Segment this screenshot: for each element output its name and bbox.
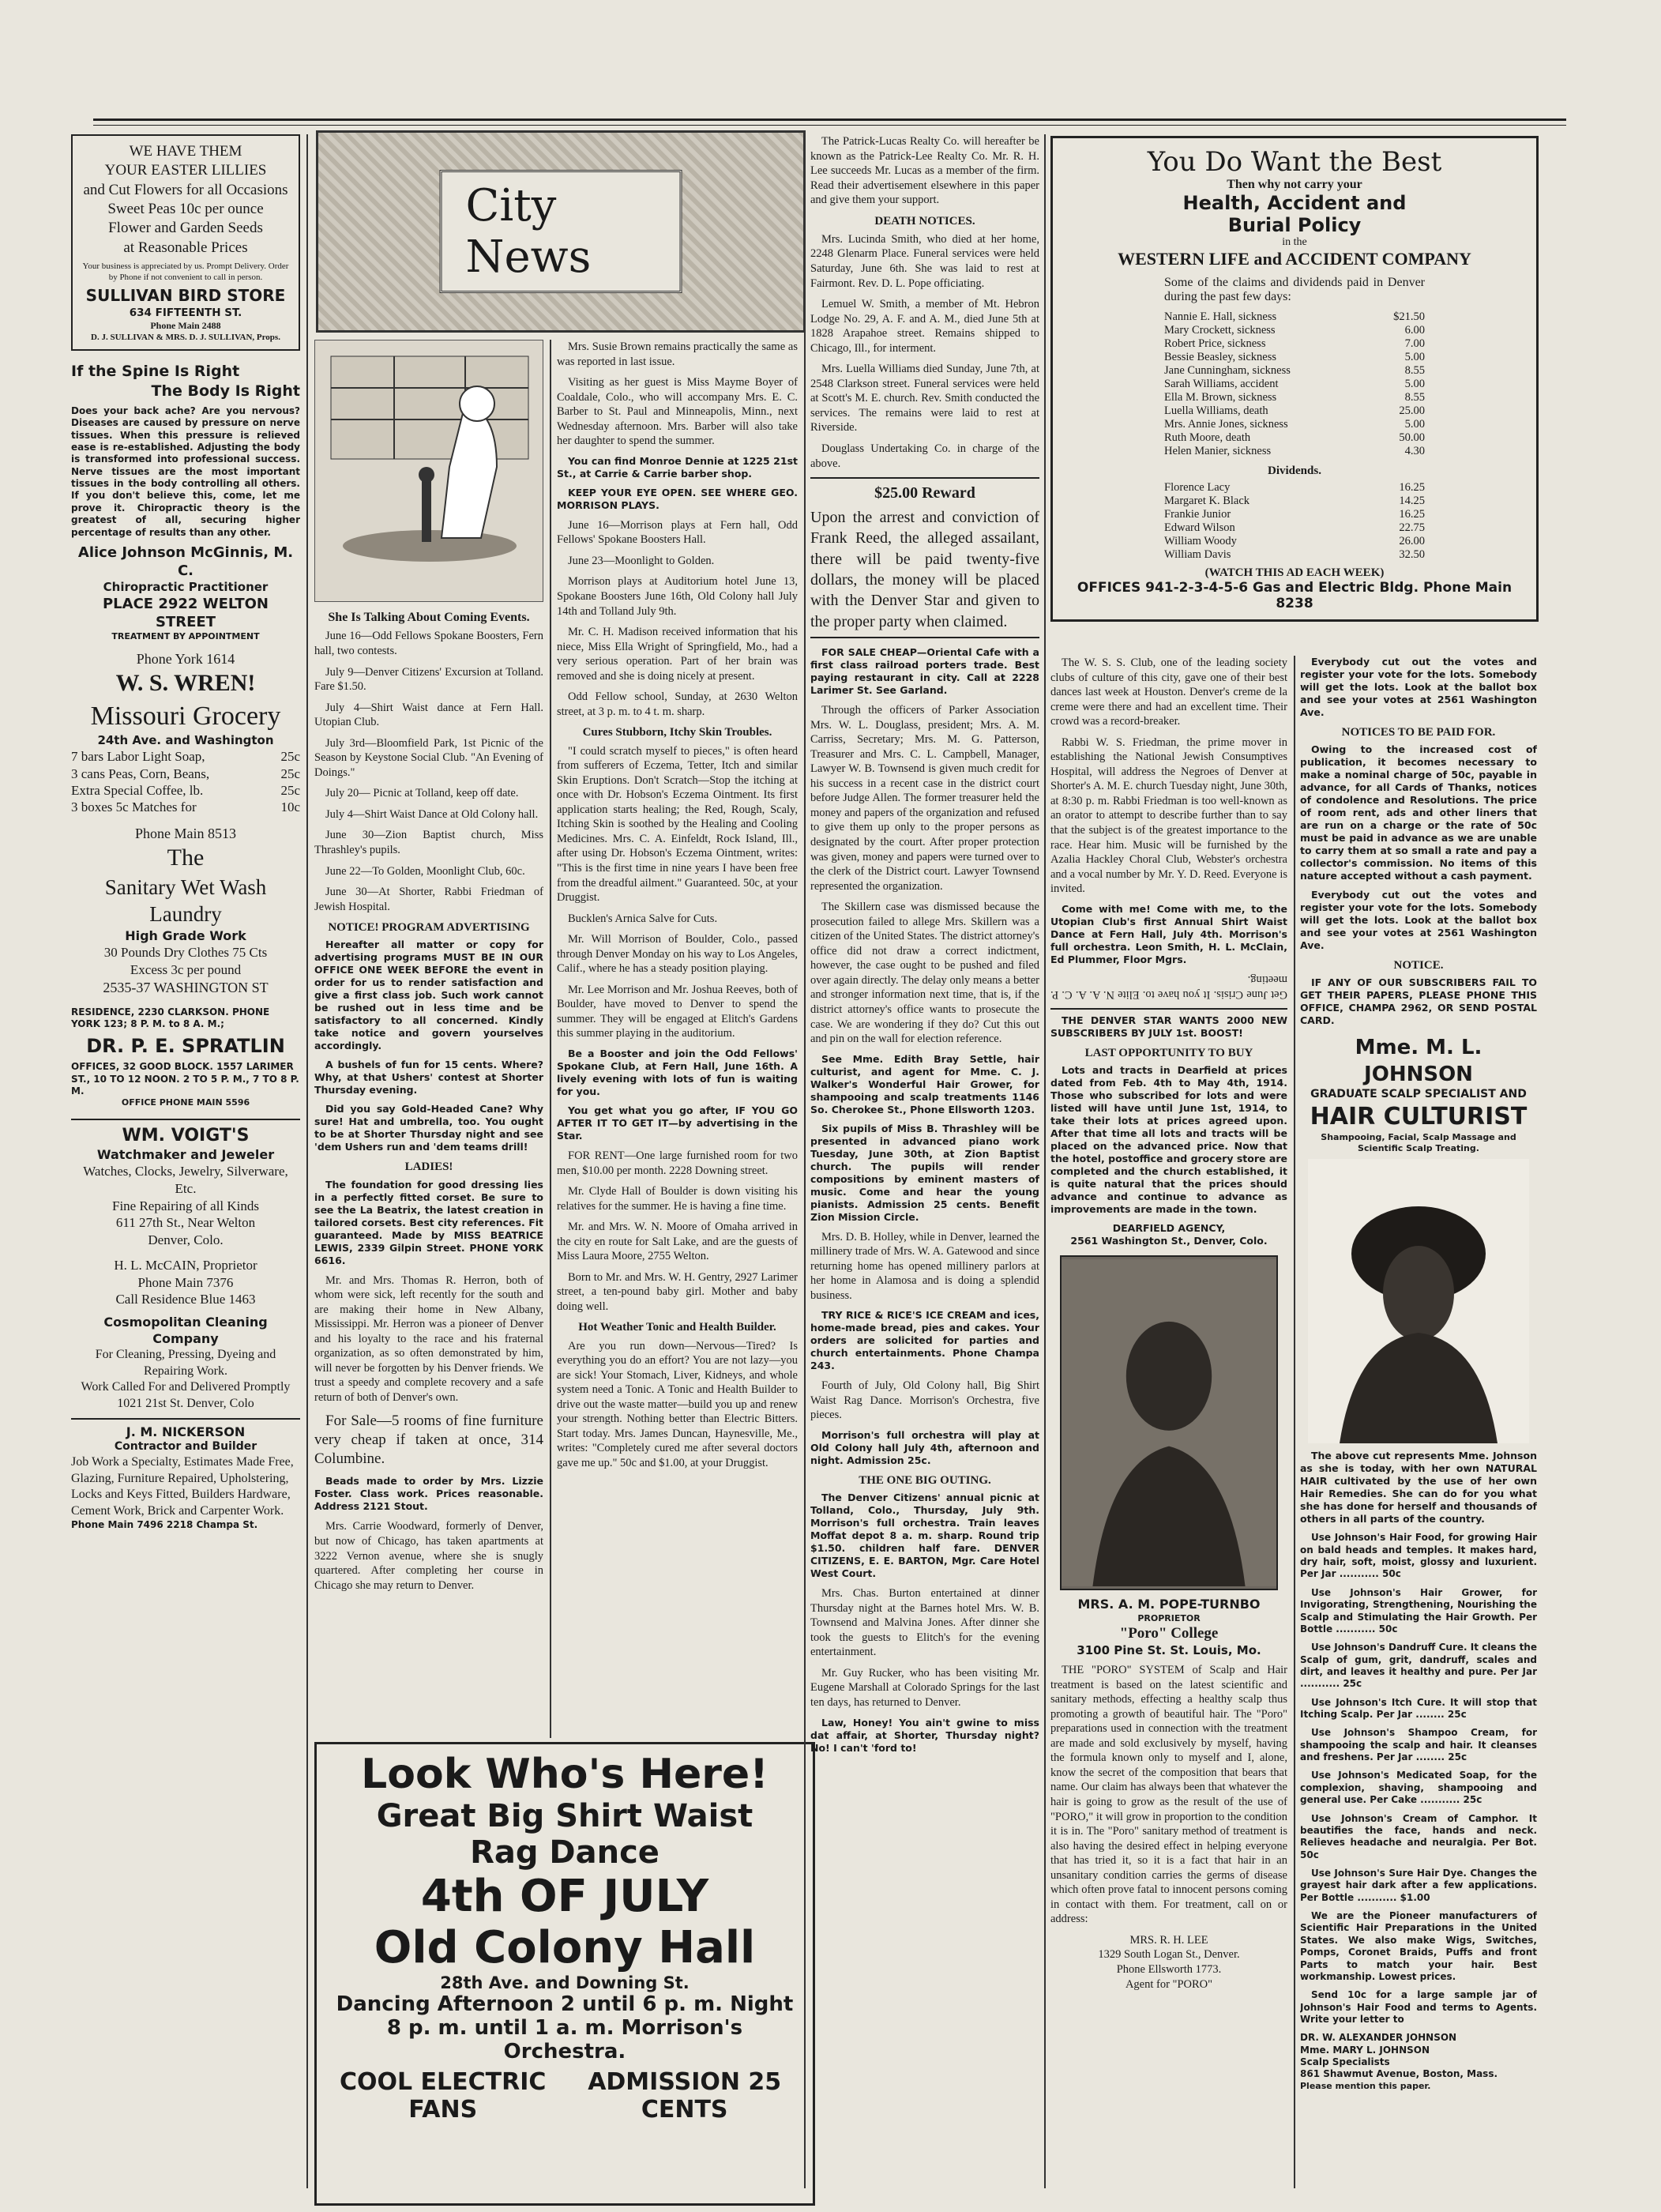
cosmopolitan-line-1: For Cleaning, Pressing, Dyeing and Repairing Work. [95, 1348, 276, 1378]
dividend-row-name: William Woody [1164, 535, 1237, 547]
dividend-row-name: Frankie Junior [1164, 508, 1231, 521]
last-opportunity-heading: LAST OPPORTUNITY TO BUY [1084, 1046, 1253, 1059]
news-item: Visiting as her guest is Miss Mayme Boyer of Coaldale, Colo., who will accompany Mrs. E. C. Barber to St. Paul and Minneapolis, Minn., next Wednesday afternoon. Mrs. Barber will also take her daughter to spend the summer. [557, 376, 798, 448]
dividend-row [1164, 495, 1425, 508]
beads-item: Beads made to order by Mrs. Lizzie Foster. Class work. Prices reasonable. Address 2121 Stout. [314, 1475, 543, 1513]
claim-row-name: Jane Cunningham, sickness [1164, 364, 1291, 377]
wss-club-item: The W. S. S. Club, one of the leading society clubs of culture of this city, gave one of their best dances last week at Houston. Denver's creme de la creme were there and had an excellent time. Their crowd was a record-breaker. [1050, 656, 1287, 728]
news-item: Mrs. Susie Brown remains practically the same as was reported in last issue. [557, 340, 798, 368]
poro-proprietor: PROPRIETOR [1137, 1612, 1201, 1623]
realty-item: The Patrick-Lucas Realty Co. will hereafter be known as the Patrick-Lee Realty Co. Mr. R. H. Lee succeeds Mr. Lucas as a member of the firm. Read their advertisement elsewhere in this paper and give them your support. [810, 135, 1039, 207]
claim-row-amount: 5.00 [1404, 418, 1425, 431]
dividend-row-name: William Davis [1164, 548, 1231, 561]
western-watch: (WATCH THIS AD EACH WEEK) [1204, 566, 1385, 579]
news-item: Six pupils of Miss B. Thrashley will be presented in advanced piano work Tuesday, June 30th, at Zion Baptist church. The pupils will render compositions by eminent masters of music. Come and hear the young pianists. Admission 25 cents. Benefit Zion Mission Circle. [810, 1122, 1039, 1223]
johnson-title-3: Shampooing, Facial, Scalp Massage and Scientific Scalp Treating. [1321, 1132, 1516, 1154]
bigad-headline: Look Who's Here! [361, 1751, 768, 1798]
western-line-3: Burial Policy [1227, 214, 1362, 236]
western-company: WESTERN LIFE and ACCIDENT COMPANY [1118, 249, 1471, 269]
wren-name: W. S. WREN! [115, 670, 256, 697]
sullivan-phone: Phone Main 2488 [150, 319, 221, 331]
western-intro: Some of the claims and dividends paid in Denver during the past few days: [1164, 276, 1425, 303]
johnson-body: The above cut represents Mme. Johnson as she is today, with her own NATURAL HAIR cultivated by the use of her own Hair Remedies. She can do for you what she has done for herself and thousands of others in all parts of the country. [1300, 1450, 1537, 1525]
news-item: Law, Honey! You ain't gwine to miss dat affair, at Shorter, Thursday night? No! I can't 'ford to! [810, 1716, 1039, 1754]
event-item: July 20— Picnic at Tolland, keep off date. [325, 787, 519, 800]
news-item: See Mme. Edith Bray Settle, hair culturist, and agent for Mme. C. J. Walker's Wonderful Hair Grower, for shampooing and scalp treatments 1146 So. Cherokee St., Phone Ellsworth 1203. [810, 1052, 1039, 1115]
wren-item-label: 3 boxes 5c Matches for [71, 799, 197, 815]
johnson-product: Use Johnson's Sure Hair Dye. Changes the grayest hair dark after a few applications. Per Bottle ........... $1.00 [1300, 1867, 1537, 1903]
western-claims [1164, 276, 1425, 562]
claim-row-amount: 50.00 [1399, 431, 1425, 444]
shirt-waist-dance-ad [314, 1742, 815, 2206]
spine-practitioner-name: Alice Johnson McGinnis, M. C. [77, 544, 294, 579]
bigad-footer [323, 2068, 806, 2124]
wren-store: Missouri Grocery [90, 701, 281, 731]
dearfield-agency: DEARFIELD AGENCY, [1112, 1222, 1226, 1235]
sullivan-line: Sweet Peas 10c per ounce [107, 200, 264, 217]
news-item: KEEP YOUR EYE OPEN. SEE WHERE GEO. MORRISON PLAYS. [557, 486, 798, 511]
event-item: June 22—To Golden, Moonlight Club, 60c. [325, 864, 525, 878]
bigad-venue: Old Colony Hall [374, 1922, 756, 1973]
masthead [316, 130, 806, 342]
claim-row [1164, 310, 1425, 324]
reward-heading: $25.00 Reward [810, 477, 1039, 504]
cosmopolitan-line-3: 1021 21st St. Denver, Colo [117, 1396, 254, 1410]
portrait-icon [1308, 1159, 1529, 1443]
dividend-row [1164, 481, 1425, 495]
wren-item-price: 10c [280, 799, 300, 815]
poro-body: THE "PORO" SYSTEM of Scalp and Hair treatment is based on the latest scientific and sanitary methods, effecting a healthy scalp thus promoting a growth of beautiful hair. The "Poro" preparations used in connection with the treatment are made and sold exclusively by myself, having the formula known only to myself and I, alone, know the secret of the composition that bears that name. Our claim has always been that whatever the hair is going to grow as the result of the use of "PORO," it will grow in proportion to the condition it is in. The "Poro" sanitary method of treatment is also having the desired effect in helping everyone that has tried it, so it is a fact that hair in an unsanitary condition carries the germs of disease which often prove fatal to innocent persons coming in contact with them. For treatment, call on or address: [1050, 1664, 1287, 1926]
johnson-title-1: GRADUATE SCALP SPECIALIST AND [1310, 1087, 1527, 1100]
spratlin-phone: OFFICE PHONE MAIN 5596 [121, 1097, 250, 1108]
tonic-heading: Hot Weather Tonic and Health Builder. [578, 1321, 776, 1334]
program-notice-body: Hereafter all matter or copy for advertising programs MUST BE IN OUR OFFICE ONE WEEK BEFORE the event in order for us to render satisfaction and give a first class job. Such work cannot be rushed out in less time and be satisfactory to all concerned. Kindly take notice and govern yourselves accordingly. [314, 939, 543, 1052]
claim-row [1164, 337, 1425, 351]
news-item: Mrs. D. B. Holley, while in Denver, learned the millinery trade of Mrs. W. A. Gatewood and since returning home has opened millinery parlors at her home in Alamosa and is doing a splendid business. [810, 1230, 1039, 1302]
johnson-portrait [1308, 1159, 1529, 1443]
claim-row [1164, 351, 1425, 364]
masthead-banner [316, 130, 806, 333]
spratlin-offices: OFFICES, 32 GOOD BLOCK. 1557 LARIMER ST., 10 TO 12 NOON. 2 TO 5 P. M., 7 TO 8 P. M. [71, 1061, 299, 1097]
event-item: June 16—Odd Fellows Spokane Boosters, Fern hall, two contests. [314, 630, 543, 658]
johnson-product: Use Johnson's Dandruff Cure. It cleans the Scalp of gum, grit, dandruff, scales and dirt, and leaves it healthy and pure. Per Jar ........... 25c [1300, 1642, 1537, 1690]
sullivan-ad [71, 134, 300, 351]
dividend-row-name: Florence Lacy [1164, 481, 1231, 494]
claim-row-amount: 7.00 [1404, 337, 1425, 350]
utopian-item: Come with me! Come with me, to the Utopian Club's first Annual Shirt Waist Dance at Fern Hall, July 4th. Morrison's full orchestra. Leon Smith, H. L. McClain, Ed Plummer, Floor Mgrs. [1050, 902, 1287, 965]
claim-row-name: Nannie E. Hall, sickness [1164, 310, 1277, 323]
telephone-woman-illustration [314, 340, 543, 602]
johnson-title-2: HAIR CULTURIST [1310, 1102, 1528, 1130]
star-subscribers: THE DENVER STAR WANTS 2000 NEW SUBSCRIBERS BY JULY 1st. BOOST! [1050, 1008, 1287, 1040]
paid-notices-body: Owing to the increased cost of publication, it becomes necessary to make a nominal charge of 50c, payable in advance, for all Cards of Thanks, notices of condolence and Resolutions. The price of room rent, ads and other liners that are run on a charge or the rate of 50c must be paid in advance as we are unable to carry them at so small a rate and pay a collector's commission. No items of this nature accepted without a cash payment. [1300, 743, 1537, 882]
paid-notices-heading: NOTICES TO BE PAID FOR. [1341, 726, 1496, 739]
johnson-product: We are the Pioneer manufacturers of Scientific Hair Preparations in the United States. We also make Wigs, Switches, Pomps, Coronet Braids, Puffs and front Parts to match your hair. Best workmanship. Lowest prices. [1300, 1910, 1537, 1982]
claim-row-amount: $21.50 [1393, 310, 1425, 323]
western-title: You Do Want the Best [1147, 146, 1442, 178]
wren-item-price: 25c [280, 766, 300, 781]
wren-item [71, 748, 300, 765]
skin-heading: Cures Stubborn, Itchy Skin Troubles. [582, 726, 772, 739]
news-item: Odd Fellow school, Sunday, at 2630 Welton street, at 3 p. m. to 4 t. m. sharp. [557, 690, 798, 718]
event-item: July 9—Denver Citizens' Excursion at Tolland. Fare $1.50. [314, 665, 543, 694]
upside-down-item: Get June Crisis. It you have to. Elite N. A. A. C. P. meeting. [1050, 973, 1287, 1001]
western-line-2: Health, Accident and [1182, 192, 1407, 214]
portrait-icon [1062, 1257, 1276, 1589]
spine-appointment: TREATMENT BY APPOINTMENT [111, 631, 260, 642]
poro-agent-4: Agent for "PORO" [1125, 1977, 1213, 1991]
news-item: You can find Monroe Dennie at 1225 21st St., at Carrie & Carrie barber shop. [557, 454, 798, 480]
wren-item [71, 766, 300, 782]
last-opportunity-body: Lots and tracts in Dearfield at prices dated from Feb. 4th to May 4th, 1914. Those who subscribed for lots and were listed will have until June 1st, 1914, to take their lots at prices agreed upon. After that time all lots and tracts will be placed on the advanced price. Now that the hotel, postoffice and grocery store are completed and the church established, it is quite natural that the prices should advance and continue to advance as improvements are made in the town. [1050, 1064, 1287, 1216]
event-item: July 4—Shirt Waist Dance at Old Colony hall. [325, 807, 539, 821]
spratlin-residence: RESIDENCE, 2230 CLARKSON. PHONE YORK 123; 8 P. M. to 8 A. M.; [71, 1006, 270, 1030]
column-4 [810, 134, 1039, 2188]
ladies-body: The foundation for good dressing lies in a perfectly fitted corset. Be sure to see the La Beatrix, the latest creation in tailored corsets. Best city references. Fit guaranteed. Made by MISS BEATRICE LEWIS, 2339 Gilpin Street. PHONE YORK 6616. [314, 1178, 543, 1266]
event-item: June 30—Zion Baptist church, Miss Thrashley's pupils. [314, 829, 543, 857]
johnson-address-4: Please mention this paper. [1300, 2080, 1431, 2091]
bigad-line-3: Rag Dance [470, 1834, 660, 1871]
mccain-line-2: Phone Main 7376 [137, 1274, 234, 1290]
laundry-line-1: 30 Pounds Dry Clothes 75 Cts [103, 945, 268, 961]
claim-row [1164, 378, 1425, 391]
dividend-row-amount: 22.75 [1399, 521, 1425, 534]
woodward-item: Mrs. Carrie Woodward, formerly of Denver, but now of Chicago, has taken apartments at 3222 Vernon avenue, where she is snugly quartered. After completing her course in Chicago she may return to Denver. [314, 1520, 543, 1592]
outing-body: The Denver Citizens' annual picnic at Tolland, Colo., Thursday, July 9th. Morrison's full orchestra. Train leaves Moffat depot 8 a. m. sharp. Round trip $1.50. children half fare. DENVER CITIZENS, E. E. BARTON, Mgr. Care Hotel West Court. [810, 1492, 1039, 1580]
dividend-row [1164, 548, 1425, 562]
laundry-ad [71, 825, 300, 997]
sullivan-name: SULLIVAN BIRD STORE [85, 286, 286, 306]
friedman-item: Rabbi W. S. Friedman, the prime mover in establishing the National Jewish Consumptives Hospital, will address the Negroes of Denver at Shorter's A. M. E. church Tuesday night, June 30th, at 8:30 p. m. Rabbi Friedman is too well-known as an orator to attempt to describe further than to say that the subject is of the greatest importance to the race. Hear him. Music will be furnished by the Azalia Hackley Choral Club, Webster's orchestra and a vocal number by Mr. Y. D. Reed. Everyone is invited. [1050, 735, 1287, 896]
dividend-row-amount: 32.50 [1399, 548, 1425, 561]
claim-row [1164, 404, 1425, 418]
death-notices-heading: DEATH NOTICES. [874, 214, 975, 228]
column-divider [306, 134, 308, 2188]
claim-row-name: Sarah Williams, accident [1164, 378, 1279, 390]
column-3 [557, 340, 798, 1738]
news-item: Mr. Clyde Hall of Boulder is down visiting his relatives for the summer. He is having a fine time. [557, 1185, 798, 1213]
spine-body: Does your back ache? Are you nervous? Diseases are caused by pressure on nerve tissues. When this pressure is relieved ease is re-established. Adjusting the body is transformed into professional success. Nerve tissues are the most important tissues in the body controlling all others. If you don't believe this, come, let me prove it. Chiropractic theory is the greatest of all, securing higher percentage of results than any other. [71, 404, 300, 538]
news-item: June 16—Morrison plays at Fern hall, Odd Fellows' Spokane Boosters Hall. [557, 518, 798, 547]
mccain-ad [71, 1257, 300, 1308]
news-item: Through the officers of Parker Association Mrs. W. L. Douglass, president; Mrs. A. M. Carriss, Secretary; Mrs. M. G. Patterson, Treasurer and Mrs. C. L. Campbell, Manager, Lawyer W. B. Townsend is given much credit for his success in a recent case in the district court before Judge Allen. The former treasurer held the money and papers of the organization and refused to give them up only to the proper persons as designated by the court. After proper protection was given, money and papers were turned over to the clerk of the District court. Lawyer Townsend represented the organization. [810, 704, 1039, 893]
news-item: Be a Booster and join the Odd Fellows' Spokane Club, at Fern Hall, June 16th. A lively evening with lots of fun is waiting for you. [557, 1047, 798, 1097]
poro-address: 3100 Pine St. St. Louis, Mo. [1077, 1642, 1261, 1657]
claim-row [1164, 391, 1425, 404]
claim-row-amount: 8.55 [1404, 364, 1425, 377]
johnson-address-3: 861 Shawmut Avenue, Boston, Mass. [1300, 2068, 1498, 2080]
claim-row-amount: 25.00 [1399, 404, 1425, 417]
wren-address: 24th Ave. and Washington [97, 733, 274, 748]
sullivan-props: D. J. SULLIVAN & MRS. D. J. SULLIVAN, Props. [91, 333, 280, 343]
dividend-row [1164, 508, 1425, 521]
spine-practitioner-title: Chiropractic Practitioner [103, 579, 269, 594]
bushels-notice: A bushels of fun for 15 cents. Where? Why, at that Ushers' contest at Shorter Thursday evening. [314, 1059, 543, 1097]
laundry-the: The [167, 845, 205, 871]
event-item: June 30—At Shorter, Rabbi Friedman of Jewish Hospital. [314, 886, 543, 913]
western-life-ad [1050, 136, 1539, 622]
johnson-product: Use Johnson's Cream of Camphor. It beautifies the face, hands and neck. Relieves headache and neuralgia. Per Bot. 50c [1300, 1812, 1537, 1860]
news-item: FOR SALE CHEAP—Oriental Cafe with a first class railroad porters trade. Best paying restaurant in city. Call at 2228 Larimer St. See Garland. [810, 646, 1039, 697]
death-notice: Mrs. Luella Williams died Sunday, June 7th, at 2548 Clarkson street. Funeral services were held at Scott's M. E. church. Rev. Smith conducted the services. The remains were laid to rest at Riverside. [810, 363, 1039, 434]
claims-list [1164, 310, 1425, 458]
for-sale-item: For Sale—5 rooms of fine furniture very cheap if taken at once, 314 Columbine. [314, 1412, 543, 1468]
herron-item: Mr. and Mrs. Thomas R. Herron, both of whom were sick, left recently for the south and are making their home in New Albany, Mississippi. Mr. Herron was a pioneer of Denver and his loyalty to the race and his fraternal organization, as so often demonstrated by him, will never be forgotten by his Denver friends. We trust a speedy and complete recovery and a safe return of both of Denver's own. [314, 1273, 543, 1404]
claim-row-amount: 5.00 [1404, 351, 1425, 363]
news-item: Mr. and Mrs. W. N. Moore of Omaha arrived in the city en route for Salt Lake, and are the guests of Miss Laura Moore, 2755 Welton. [557, 1221, 798, 1263]
spine-place: PLACE 2922 WELTON STREET [102, 596, 269, 631]
spratlin-ad [71, 1006, 300, 1109]
wren-item-label: 7 bars Labor Light Soap, [71, 749, 205, 765]
ladies-heading: LADIES! [404, 1161, 453, 1174]
news-item: Mr. Guy Rucker, who has been visiting Mr. Eugene Marshall at Colorado Springs for the last ten days, has returned to Denver. [810, 1666, 1039, 1710]
poro-agent-1: MRS. R. H. LEE [1129, 1933, 1208, 1947]
bigad-hours-2: 8 p. m. until 1 a. m. Morrison's Orchestra. [386, 2016, 743, 2063]
top-rule-thin [93, 125, 1566, 126]
coming-events-title: She Is Talking About Coming Events. [328, 611, 530, 624]
news-item: You get what you go after, IF YOU GO AFTER IT TO GET IT—by advertising in the Star. [557, 1104, 798, 1142]
news-item: Morrison's full orchestra will play at Old Colony hall July 4th, afternoon and night. Admission 25c. [810, 1429, 1039, 1467]
bigad-hours-1: Dancing Afternoon 2 until 6 p. m. Night [336, 1992, 794, 2016]
spratlin-name: DR. P. E. SPRATLIN [86, 1034, 285, 1057]
votes-item: Everybody cut out the votes and register your vote for the lots. Somebody will get the lots. Look at the ballot box and see your votes at 2561 Washington Ave. [1300, 656, 1537, 718]
claim-row-name: Mary Crockett, sickness [1164, 324, 1276, 337]
news-item: Mr. Will Morrison of Boulder, Colo., passed through Denver Monday on his way to Los Angeles, Calif., where he has a steady position playing. [557, 933, 798, 976]
voigt-name: WM. VOIGT'S [122, 1125, 250, 1146]
claim-row [1164, 431, 1425, 445]
laundry-address: 2535-37 WASHINGTON ST [103, 979, 269, 995]
news-item: Born to Mr. and Mrs. W. H. Gentry, 2927 Larimer street, a ten-pound baby girl. Mother and baby doing well. [557, 1270, 798, 1313]
dividend-row-amount: 14.25 [1399, 495, 1425, 507]
cane-notice: Did you say Gold-Headed Cane? Why sure! Hat and umbrella, too. You ought to be at Shorter Thursday night and see 'dem Ushers run and 'dem teams drill! [314, 1103, 543, 1153]
outing-heading: THE ONE BIG OUTING. [859, 1474, 991, 1488]
claim-row [1164, 324, 1425, 337]
telephone-icon [315, 340, 543, 601]
sullivan-small: Your business is appreciated by us. Prompt Delivery. Order by Phone if not convenient to call in person. [82, 261, 289, 282]
johnson-product: Send 10c for a large sample jar of Johnson's Hair Food and terms to Agents. Write your letter to [1300, 1989, 1537, 2025]
dearfield-address: 2561 Washington St., Denver, Colo. [1070, 1235, 1268, 1247]
voigt-line-2: Fine Repairing of all Kinds [111, 1198, 260, 1213]
voigt-title: Watchmaker and Jeweler [96, 1146, 275, 1162]
dividend-row-amount: 16.25 [1399, 508, 1425, 521]
event-item: July 4—Shirt Waist dance at Fern Hall. Utopian Club. [314, 701, 543, 729]
johnson-product: Use Johnson's Hair Grower, for Invigorating, Strengthening, Nourishing the Scalp and Stimulating the Hair Growth. Per Bottle ........... 50c [1300, 1586, 1537, 1635]
column-divider [1044, 134, 1046, 2188]
spine-heading-1: If the Spine Is Right [71, 363, 240, 381]
event-item: July 3rd—Bloomfield Park, 1st Picnic of the Season by Keystone Social Club. "An Evening of Doings." [314, 736, 543, 779]
johnson-address-1: DR. W. ALEXANDER JOHNSON [1300, 2032, 1457, 2044]
poro-agent-3: Phone Ellsworth 1773. [1116, 1963, 1222, 1977]
claim-row [1164, 445, 1425, 458]
death-notice: Lemuel W. Smith, a member of Mt. Hebron Lodge No. 29, A. F. and A. M., died June 5th at 1828 Arapahoe street. Remains shipped to Chicago, Ill., for interment. [810, 298, 1039, 355]
poro-agent-2: 1329 South Logan St., Denver. [1098, 1948, 1240, 1962]
news-item: TRY RICE & RICE'S ICE CREAM and ices, home-made bread, pies and cakes. Your orders are solicited for parties and church entertainments. Phone Champa 243. [810, 1309, 1039, 1372]
johnson-name: Mme. M. L. JOHNSON [1355, 1036, 1482, 1086]
bigad-date: 4th OF JULY [420, 1871, 709, 1922]
news-item: "I could scratch myself to pieces," is often heard from sufferers of Eczema, Tetter, Itch and similar Skin Eruptions. Don't Scratch—Stop the itching at once with Dr. Hobson's Eczema Ointment. Its first application starts healing; the Red, Rough, Scaly, Itching Skin is soothed by the Healing and Cooling Medicines. Mrs. C. A. Einfeldt, Rock Island, Ill., after using Dr. Hobson's Eczema Ointment, writes: "This is the first time in nine years I have been free from the dreadful ailment." Guaranteed. 50c, at your Druggist. [557, 744, 798, 905]
nickerson-name: J. M. NICKERSON [126, 1424, 246, 1439]
wren-phone: Phone York 1614 [136, 651, 235, 668]
sullivan-line: YOUR EASTER LILLIES [104, 162, 267, 179]
johnson-address-2: Mme. MARY L. JOHNSON [1300, 2044, 1430, 2056]
dividend-row-name: Edward Wilson [1164, 521, 1235, 534]
bigad-address: 28th Ave. and Downing St. [440, 1973, 690, 1992]
western-offices: OFFICES 941-2-3-4-5-6 Gas and Electric Bldg. Phone Main 8238 [1077, 580, 1513, 611]
johnson-product: Use Johnson's Medicated Soap, for the complexion, shaving, shampooing and general use. Per Cake ........... 25c [1300, 1770, 1537, 1806]
wren-ad [71, 650, 300, 815]
bigad-fans: COOL ELECTRIC FANS [339, 2068, 547, 2124]
news-item: Mr. C. H. Madison received information that his niece, Miss Ella Wright of Springfield, Mo., had a very serious operation. Part of her brain was removed and she is doing nicely at present. [557, 626, 798, 683]
reward-body: Upon the arrest and conviction of Frank Reed, the alleged assailant, there will be paid twenty-five dollars, the money will be placed with the Denver Star and given to the proper party when claimed. [810, 507, 1039, 638]
laundry-grade: High Grade Work [125, 927, 246, 943]
notice-heading: NOTICE. [1393, 959, 1444, 972]
sullivan-address: 634 FIFTEENTH ST. [129, 306, 242, 319]
voigt-ad [71, 1119, 300, 1249]
wren-item [71, 782, 300, 799]
news-item: Bucklen's Arnica Salve for Cuts. [568, 912, 718, 925]
pope-turnbo-portrait [1060, 1255, 1278, 1590]
mccain-line-3: Call Residence Blue 1463 [115, 1292, 256, 1307]
nickerson-body: Job Work a Specialty, Estimates Made Free, Glazing, Furniture Repaired, Upholstering, Locks and Keys Fitted, Builders Hardware, Cement Work, Brick and Carpenter Work. [71, 1455, 294, 1518]
sullivan-line: and Cut Flowers for all Occasions [83, 181, 288, 198]
votes-item: Everybody cut out the votes and register your vote for the lots. Somebody will get the lots. Look at the ballot box and see your votes at 2561 Washington Ave. [1300, 889, 1537, 952]
mccain-line-1: H. L. McCAIN, Proprietor [114, 1257, 257, 1273]
column-divider [550, 340, 551, 1738]
column-divider [1294, 656, 1295, 2188]
claim-row [1164, 364, 1425, 378]
laundry-line-2: Excess 3c per pound [130, 962, 242, 978]
claim-row-name: Luella Williams, death [1164, 404, 1268, 417]
wren-item-price: 25c [280, 782, 300, 798]
column-5 [1050, 656, 1287, 2188]
news-item: Mr. Lee Morrison and Mr. Joshua Reeves, both of Boulder, have moved to Denver to spend the summer. They will be engaged at Elitch's Gardens this summer playing in the auditorium. [557, 983, 798, 1040]
johnson-specialists: Scalp Specialists [1300, 2056, 1390, 2068]
sullivan-line: WE HAVE THEM [129, 143, 242, 160]
wren-item-label: 3 cans Peas, Corn, Beans, [71, 766, 210, 781]
dividends-list [1164, 481, 1425, 562]
claim-row-name: Ruth Moore, death [1164, 431, 1251, 444]
claim-row-amount: 5.00 [1404, 378, 1425, 390]
voigt-line-4: Denver, Colo. [148, 1232, 224, 1248]
masthead-title: City News [440, 170, 682, 293]
column-6 [1300, 656, 1537, 2188]
program-notice-heading: NOTICE! PROGRAM ADVERTISING [328, 921, 530, 935]
poro-college: "Poro" College [1119, 1624, 1219, 1642]
claim-row-name: Bessie Beasley, sickness [1164, 351, 1277, 363]
western-line-1: Then why not carry your [1227, 178, 1362, 191]
column-divider [804, 134, 806, 2188]
news-item: The Skillern case was dismissed because the prosecution failed to allege Mrs. Skillern was a citizen of the United States. The district attorney's office did not draw a correct indictment, however, the case ought to be pushed and filed over again directly. The delay only means a better and stronger information next time, that is, if the district attorney's office wants to prosecute the case. We are wondering if they do? Cut this out and pin on the wall for election reference. [810, 901, 1039, 1046]
dividend-row-amount: 26.00 [1399, 535, 1425, 547]
death-notice: Douglass Undertaking Co. in charge of the above. [810, 442, 1039, 470]
spine-ad [71, 362, 300, 642]
wren-item [71, 799, 300, 815]
news-item: Are you run down—Nervous—Tired? Is everything you do an effort? You are not lazy—you are sick! Your Stomach, Liver, Kidneys, and whole system need a Tonic. A Tonic and Health Builder to drive out the waste matter—build you up and renew your strength. Nothing better than Electric Bitters. Start today. Mrs. James Duncan, Haynesville, Me., writes: "Completely cured me after several doctors gave me up." 50c and $1.00, at your Druggist. [557, 1339, 798, 1469]
nickerson-ad [71, 1418, 300, 1532]
laundry-name: Sanitary Wet Wash [104, 875, 267, 899]
western-line-4: in the [1282, 236, 1307, 248]
news-item: June 23—Moonlight to Golden. [568, 554, 715, 567]
bigad-admission: ADMISSION 25 CENTS [588, 2068, 782, 2124]
laundry-phone: Phone Main 8513 [135, 826, 236, 842]
cosmopolitan-ad [71, 1315, 300, 1412]
dividend-row-amount: 16.25 [1399, 481, 1425, 494]
spine-heading-2: The Body Is Right [151, 382, 300, 400]
poro-name: MRS. A. M. POPE-TURNBO [1077, 1597, 1261, 1612]
johnson-product: Use Johnson's Itch Cure. It will stop that Itching Scalp. Per Jar ........ 25c [1300, 1696, 1537, 1721]
claim-row-amount: 8.55 [1404, 391, 1425, 404]
dividend-row-name: Margaret K. Black [1164, 495, 1250, 507]
claim-row-name: Mrs. Annie Jones, sickness [1164, 418, 1288, 431]
johnson-product: Use Johnson's Hair Food, for growing Hair on bald heads and temples. It makes hard, dry hair, soft, moist, glossy and luxurient. Per Jar ........... 50c [1300, 1532, 1537, 1580]
cosmopolitan-line-2: Work Called For and Delivered Promptly [81, 1380, 291, 1394]
johnson-product: Use Johnson's Shampoo Cream, for shampooing the scalp and hair. It cleanses and freshens. Per Jar ........ 25c [1300, 1727, 1537, 1763]
dividend-row [1164, 521, 1425, 535]
claim-row-amount: 6.00 [1404, 324, 1425, 337]
voigt-line-1: Watches, Clocks, Jewelry, Silverware, Etc. [83, 1164, 288, 1196]
dividend-row [1164, 535, 1425, 548]
claim-row-name: Ella M. Brown, sickness [1164, 391, 1277, 404]
bigad-line-2: Great Big Shirt Waist [376, 1798, 753, 1834]
news-item: Fourth of July, Old Colony hall, Big Shirt Waist Rag Dance. Morrison's Orchestra, five pieces. [810, 1379, 1039, 1422]
claim-row [1164, 418, 1425, 431]
claim-row-amount: 4.30 [1404, 445, 1425, 457]
notice-body: IF ANY OF OUR SUBSCRIBERS FAIL TO GET THEIR PAPERS, PLEASE PHONE THIS OFFICE, CHAMPA 2962, OR SEND POSTAL CARD. [1300, 976, 1537, 1027]
laundry-name-2: Laundry [149, 902, 222, 927]
column-2 [314, 340, 543, 1738]
top-rule [93, 118, 1566, 121]
nickerson-phone: Phone Main 7496 2218 Champa St. [71, 1519, 258, 1531]
death-notice: Mrs. Lucinda Smith, who died at her home, 2248 Glenarm Place. Funeral services were held Saturday, June 6th. She was laid to rest at Fairmont. Rev. D. L. Pope officiating. [810, 232, 1039, 290]
sullivan-line: at Reasonable Prices [123, 239, 248, 256]
cosmopolitan-name: Cosmopolitan Cleaning Company [103, 1315, 268, 1346]
claim-row-name: Robert Price, sickness [1164, 337, 1266, 350]
claim-row-name: Helen Manier, sickness [1164, 445, 1272, 457]
news-item: Mrs. Chas. Burton entertained at dinner Thursday night at the Barnes hotel Mrs. W. B. Townsend and Malvina Jones. After dinner she took the guests to Elitch's for the evening entertainment. [810, 1587, 1039, 1659]
wren-item-price: 25c [280, 749, 300, 765]
wren-item-label: Extra Special Coffee, lb. [71, 782, 204, 798]
news-item: FOR RENT—One large furnished room for two men, $10.00 per month. 2228 Downing street. [557, 1149, 798, 1177]
news-item: Morrison plays at Auditorium hotel June 13, Spokane Boosters June 16th, Old Colony hall July 14th and Tolland July 9th. [557, 575, 798, 618]
voigt-line-3: 611 27th St., Near Welton [115, 1215, 256, 1231]
column-1 [71, 134, 300, 2188]
sullivan-line: Flower and Garden Seeds [108, 220, 263, 237]
nickerson-title: Contractor and Builder [114, 1440, 257, 1454]
dividends-heading: Dividends. [1268, 465, 1321, 477]
